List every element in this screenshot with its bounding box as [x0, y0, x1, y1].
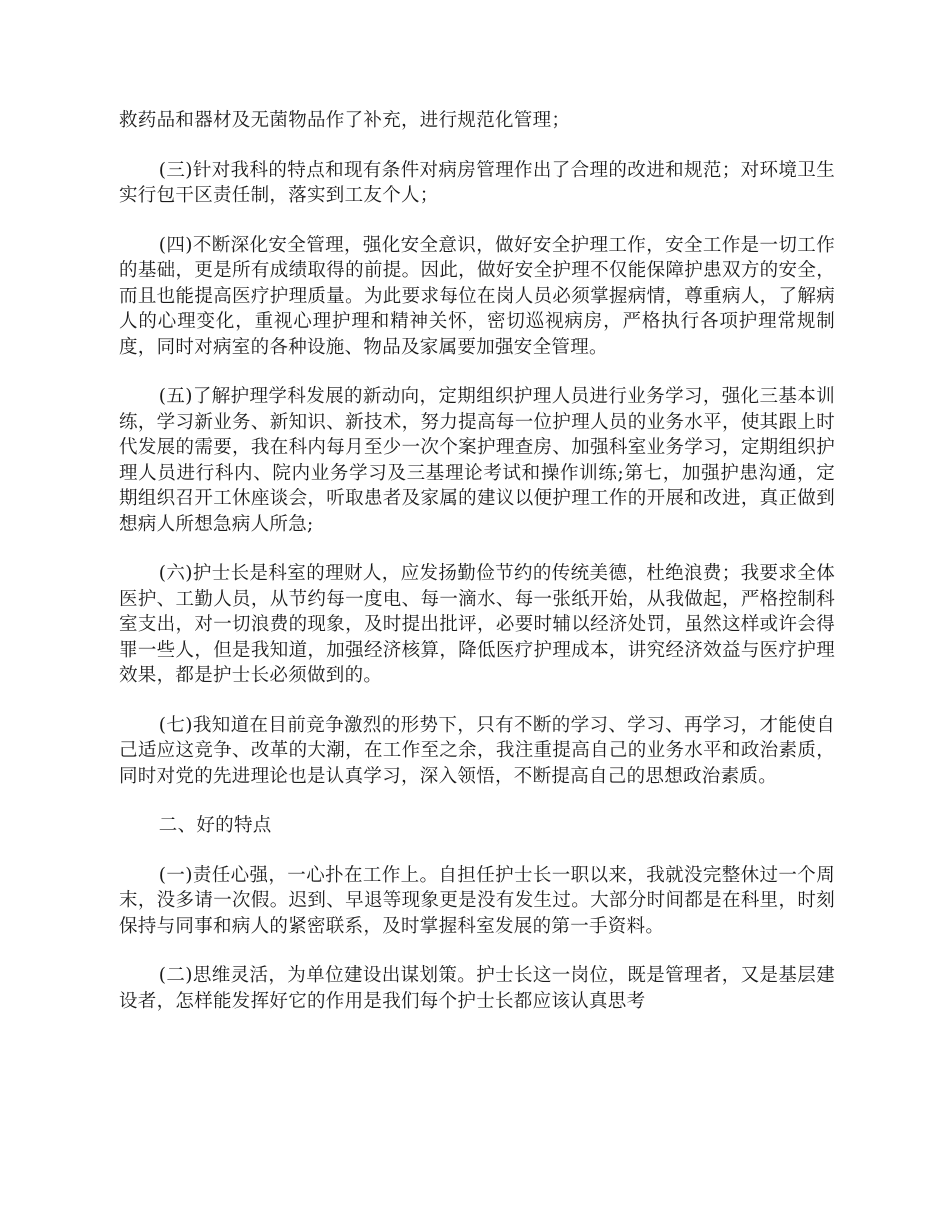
paragraph-strength-2: (二)思维灵活，为单位建设出谋划策。护士长这一岗位，既是管理者，又是基层建设者，怎样能发挥好它的作用是我们每个护士长都应该认真思考	[119, 965, 835, 1012]
paragraph-continuation: 救药品和器材及无菌物品作了补充，进行规范化管理；	[119, 110, 571, 131]
paragraph-item-4: (四)不断深化安全管理，强化安全意识，做好安全护理工作，安全工作是一切工作的基础，更是所有成绩取得的前提。因此，做好安全护理不仅能保障护患双方的安全，而且也能提高医疗护理质量。为此要求每位在岗人员必须掌握病情，尊重病人，了解病人的心理变化，重视心理护理和精神关怀，密切巡视病房，严格执行各项护理常规制度，同时对病室的各种设施、物品及家属要加强安全管理。	[119, 234, 835, 358]
document-page	[119, 108, 835, 1038]
paragraph-item-6: (六)护士长是科室的理财人，应发扬勤俭节约的传统美德，杜绝浪费；我要求全体医护、工勤人员，从节约每一度电、每一滴水、每一张纸开始，从我做起，严格控制科室支出，对一切浪费的现象，及时提出批评，必要时辅以经济处罚，虽然这样或许会得罪一些人，但是我知道，加强经济核算，降低医疗护理成本，讲究经济效益与医疗护理效果，都是护士长必须做到的。	[119, 563, 835, 686]
paragraph-item-7: (七)我知道在目前竞争激烈的形势下，只有不断的学习、学习、再学习，才能使自己适应这竞争、改革的大潮，在工作至之余，我注重提高自己的业务水平和政治素质，同时对党的先进理论也是认真学习，深入领悟，不断提高自己的思想政治素质。	[119, 714, 835, 787]
paragraph-item-3: (三)针对我科的特点和现有条件对病房管理作出了合理的改进和规范；对环境卫生实行包干区责任制，落实到工友个人；	[119, 159, 835, 206]
paragraph-item-5: (五)了解护理学科发展的新动向，定期组织护理人员进行业务学习，强化三基本训练，学习新业务、新知识、新技术，努力提高每一位护理人员的业务水平，使其跟上时代发展的需要，我在科内每月至少一次个案护理查房、加强科室业务学习，定期组织护理人员进行科内、院内业务学习及三基理论考试和操作训练;第七，加强护患沟通，定期组织召开工休座谈会，听取患者及家属的建议以便护理工作的开展和改进，真正做到想病人所想急病人所急;	[119, 386, 835, 535]
paragraph-strength-1: (一)责任心强，一心扑在工作上。自担任护士长一职以来，我就没完整休过一个周末，没多请一次假。迟到、早退等现象更是没有发生过。大部分时间都是在科里，时刻保持与同事和病人的紧密联系，及时掌握科室发展的第一手资料。	[119, 864, 835, 937]
section-heading: 二、好的特点	[158, 815, 272, 836]
